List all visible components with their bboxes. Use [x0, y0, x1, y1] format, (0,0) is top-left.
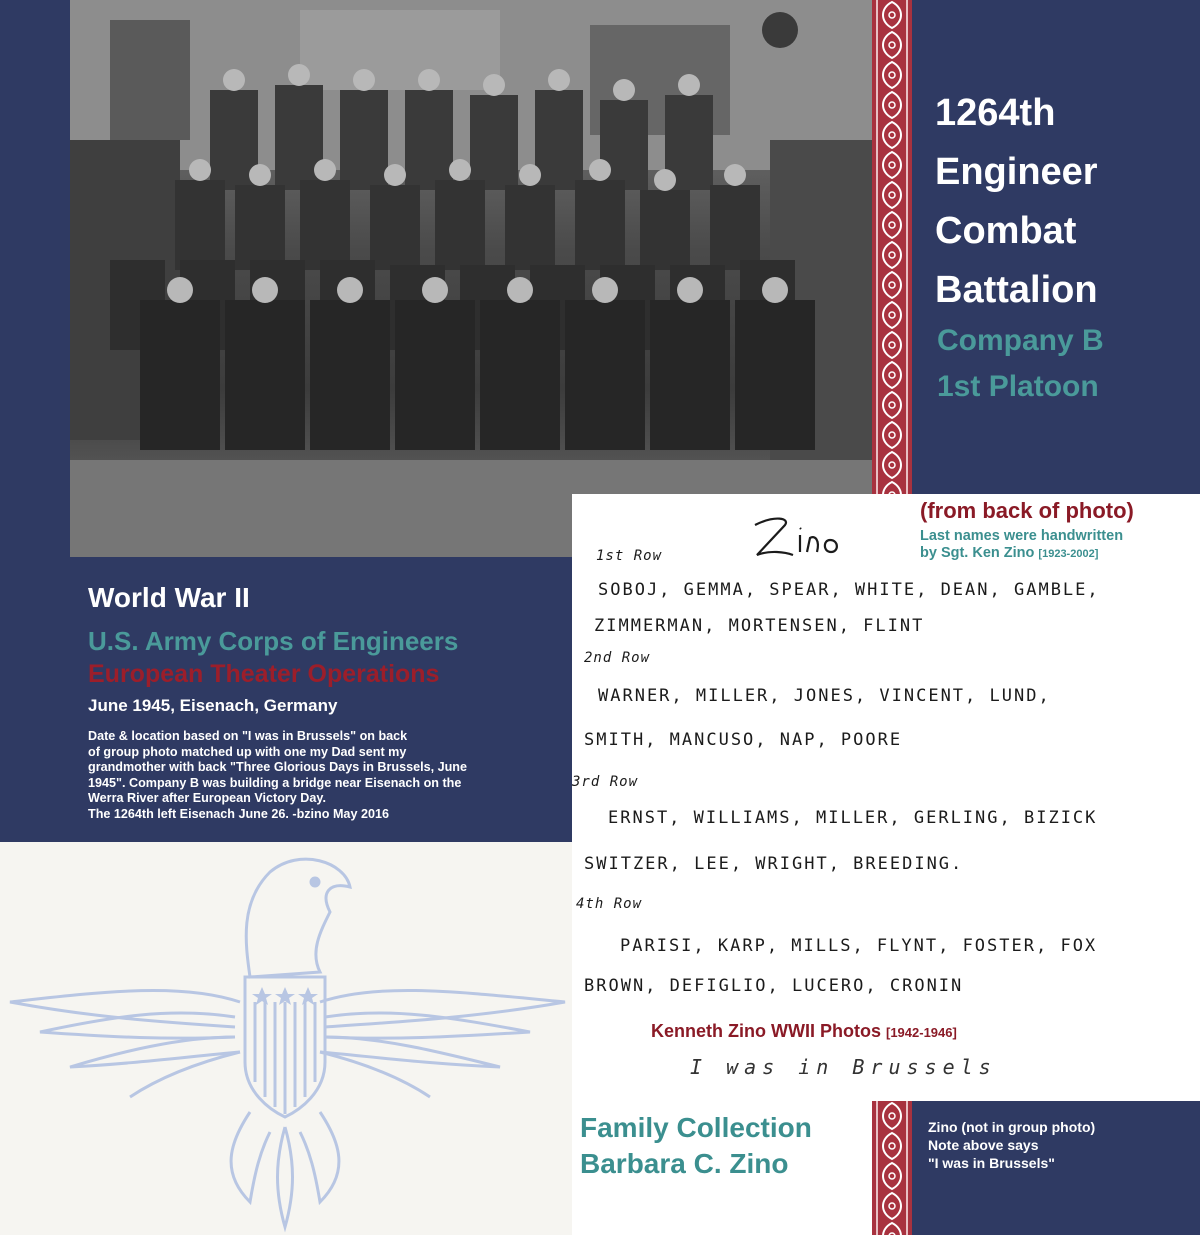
brussels-handwriting: I was in Brussels: [690, 1055, 997, 1079]
note-years: [1923-2002]: [1038, 548, 1099, 560]
note-line: Last names were handwritten: [920, 528, 1124, 544]
family-collection: [580, 1110, 812, 1182]
subtitle-line: 1st Platoon: [937, 370, 1099, 403]
eagle-emblem-icon: [0, 842, 572, 1235]
theater-heading: European Theater Operations: [88, 660, 440, 688]
title-line: Battalion: [935, 269, 1098, 311]
description-line: 1945". Company B was building a bridge near Eisenach on the: [88, 775, 462, 790]
description: [88, 729, 558, 823]
family-line: Family Collection: [580, 1112, 812, 1143]
note-line: by Sgt. Ken Zino: [920, 545, 1035, 561]
row-label: 1st Row: [596, 548, 663, 564]
title-line: 1264th: [935, 92, 1056, 134]
signature-icon: [745, 510, 865, 570]
company-subtitle: [937, 318, 1187, 410]
description-line: The 1264th left Eisenach June 26. -bzino May 2016: [88, 806, 389, 821]
eagle-area: [0, 842, 572, 1235]
row-label: 4th Row: [576, 896, 643, 912]
zino-note-line: Zino (not in group photo): [928, 1119, 1096, 1135]
battalion-title: [935, 84, 1185, 320]
soldiers-row-3: [175, 180, 760, 270]
row-label: 3rd Row: [572, 774, 639, 790]
war-heading: World War II: [88, 582, 250, 613]
title-line: Combat: [935, 210, 1077, 252]
from-back-heading: (from back of photo): [920, 498, 1134, 523]
zino-note: [928, 1118, 1095, 1172]
group-photo: [70, 0, 872, 557]
family-line: Barbara C. Zino: [580, 1148, 789, 1179]
names-line: SMITH, MANCUSO, NAP, POORE: [584, 730, 903, 750]
names-line: SOBOJ, GEMMA, SPEAR, WHITE, DEAN, GAMBLE,: [598, 580, 1100, 600]
names-line: WARNER, MILLER, JONES, VINCENT, LUND,: [598, 686, 1051, 706]
names-line: SWITZER, LEE, WRIGHT, BREEDING.: [584, 854, 964, 874]
subtitle-line: Company B: [937, 324, 1104, 357]
title-line: Engineer: [935, 151, 1098, 193]
handwritten-note: [920, 528, 1200, 563]
collection-years: [1942-1946]: [885, 1025, 957, 1040]
collection-title: [651, 1021, 957, 1042]
names-line: BROWN, DEFIGLIO, LUCERO, CRONIN: [584, 976, 964, 996]
zino-note-line: Note above says: [928, 1137, 1039, 1153]
collection-name: Kenneth Zino WWII Photos: [651, 1021, 881, 1041]
description-line: Date & location based on "I was in Brussels" on back: [88, 729, 408, 743]
names-line: ZIMMERMAN, MORTENSEN, FLINT: [594, 616, 925, 636]
description-line: of group photo matched up with one my Dad sent my: [88, 744, 407, 759]
row-label: 2nd Row: [584, 650, 651, 666]
names-line: ERNST, WILLIAMS, MILLER, GERLING, BIZICK: [608, 808, 1098, 828]
decorative-band-top: [872, 0, 912, 494]
corps-heading: U.S. Army Corps of Engineers: [88, 626, 459, 656]
names-line: PARISI, KARP, MILLS, FLYNT, FOSTER, FOX: [620, 936, 1098, 956]
decorative-band-bottom: [872, 1101, 912, 1235]
zino-note-line: "I was in Brussels": [928, 1155, 1055, 1171]
group-photo-art: [70, 0, 872, 557]
description-line: grandmother with back "Three Glorious Days in Brussels, June: [88, 760, 467, 775]
date-place: June 1945, Eisenach, Germany: [88, 696, 338, 715]
description-line: Werra River after European Victory Day.: [88, 791, 326, 806]
